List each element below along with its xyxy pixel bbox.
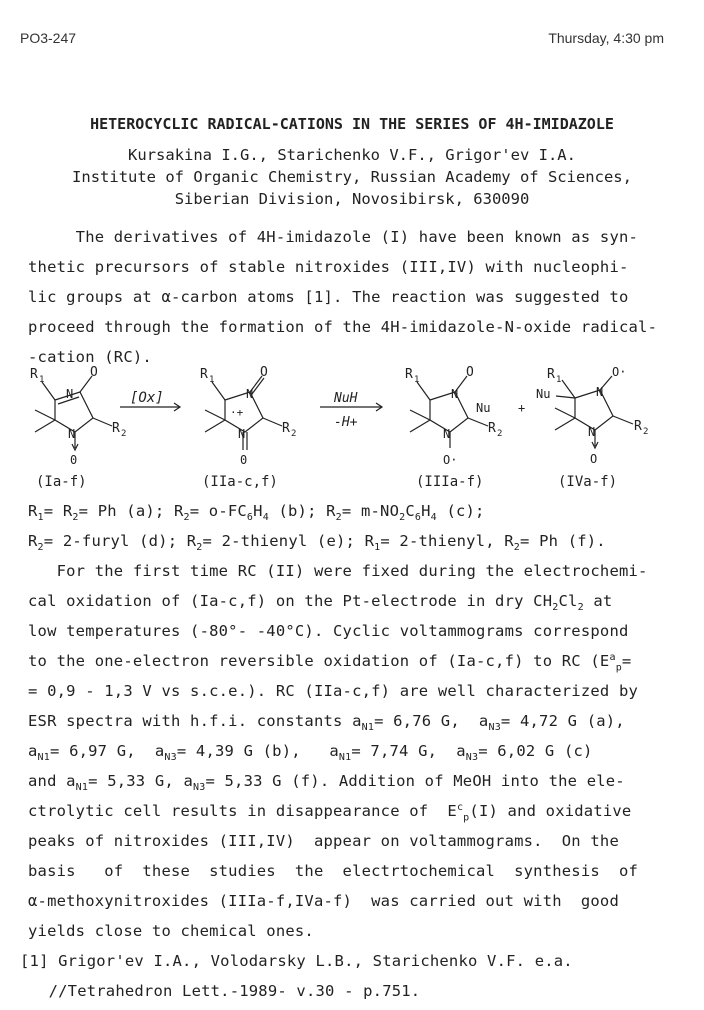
compound-label-iv: (IVa-f) [558, 474, 618, 490]
atom-r-label: R [547, 367, 555, 382]
text-run: (b); R [268, 502, 336, 520]
subscript: 4 [430, 512, 437, 524]
reagent-oxidant: [Ox] [130, 390, 164, 406]
reference-1: [1] Grigor'ev I.A., Volodarsky L.B., Starichenko V.F. e.a. [20, 952, 573, 970]
atom-n-label: N [238, 427, 246, 441]
subscript: 2 [399, 512, 406, 524]
page-code: PO3-247 [20, 30, 77, 46]
subscript: 2 [37, 542, 44, 554]
subscript: p [615, 662, 622, 674]
nucleophile-label: Nu [536, 387, 551, 401]
atom-r-label: R [405, 367, 413, 382]
atom-n-label: N [68, 427, 76, 441]
session-time: Thursday, 4:30 pm [548, 30, 664, 46]
text-run: R [28, 502, 38, 520]
atom-r-label: R [112, 421, 120, 436]
atom-o-label: 0 [240, 453, 248, 467]
subscript: N3 [488, 722, 501, 734]
atom-o-label: O [590, 452, 598, 466]
text-run: = 6,02 G (c) [478, 742, 593, 760]
atom-sub-label: 2 [643, 427, 649, 437]
subscript: 2 [72, 512, 79, 524]
body-line [28, 802, 631, 823]
body-line [28, 712, 625, 733]
authors: Kursakina I.G., Starichenko V.F., Grigor'ev I.A. [128, 146, 576, 164]
body-line [28, 832, 619, 850]
text-run: = 2-thienyl (e); R [202, 532, 375, 550]
body-line [28, 682, 638, 700]
text-run: H [253, 502, 263, 520]
nitroxide-radical-label: O· [612, 365, 627, 379]
body-line [28, 772, 625, 793]
subscript: 2 [552, 602, 559, 614]
subscript: N1 [37, 752, 50, 764]
text-run: and a [28, 772, 76, 790]
atom-sub-label: 1 [209, 375, 215, 385]
atom-r-label: R [488, 421, 496, 436]
text-run: R [28, 532, 38, 550]
text-run: = Ph (f). [520, 532, 606, 550]
text-run: = o-FC [189, 502, 247, 520]
atom-r-label: R [30, 367, 38, 382]
atom-r-label: R [200, 367, 208, 382]
body-line [28, 862, 638, 880]
compound-label-ii: (IIa-c,f) [202, 474, 278, 490]
subscript: N3 [164, 752, 177, 764]
atom-o-label: 0 [70, 453, 78, 467]
subscript: 1 [37, 512, 44, 524]
intro-line-2: thetic precursors of stable nitroxides (III,IV) with nucleophi- [28, 258, 629, 276]
text-run: = R [43, 502, 73, 520]
subscript: 2 [335, 512, 342, 524]
plus-sign: + [518, 401, 526, 415]
text-run: to the one-electron reversible oxidation of (Ia-c,f) to RC (E [28, 652, 610, 671]
atom-n-label: N [246, 387, 254, 401]
atom-r-label: R [282, 421, 290, 436]
subscript: 6 [414, 512, 422, 524]
radical-cation-charge: ·+ [230, 406, 244, 419]
text-run: H [421, 502, 431, 520]
body-line [28, 922, 314, 940]
reagent-deprotonation: -H+ [334, 415, 358, 430]
text-run: = 0,9 - 1,3 V vs s.c.e.). RC (IIa-c,f) are well characterized by [28, 682, 639, 700]
intro-line-4: proceed through the formation of the 4H-imidazole-N-oxide radical- [28, 318, 658, 336]
atom-o-label: O [90, 365, 98, 380]
atom-n-label: N [588, 425, 596, 439]
atom-o-label: O [260, 365, 268, 380]
text-run: yields close to chemical ones. [28, 922, 314, 940]
nitroxide-radical-label: O· [443, 453, 458, 467]
text-run: α-methoxynitroxides (IIIa-f,IVa-f) was carried out with good [28, 892, 619, 910]
text-run: = 4,72 G (a), [500, 712, 625, 730]
affiliation-line-2: Siberian Division, Novosibirsk, 630090 [174, 190, 530, 208]
text-run: cal oxidation of (Ia-c,f) on the Pt-electrode in dry CH [28, 592, 553, 610]
intro-line-3: lic groups at α-carbon atoms [1]. The reaction was suggested to [28, 288, 629, 306]
subscript: N1 [338, 752, 352, 764]
text-run: (I) and oxidative [469, 802, 632, 821]
body-line [28, 562, 648, 580]
text-run: at [583, 592, 613, 610]
substituents-line-2 [28, 532, 606, 553]
atom-r-label: R [634, 419, 642, 434]
intro-line-1: The derivatives of 4H-imidazole (I) have been known as syn- [28, 228, 639, 246]
subscript: N1 [361, 722, 375, 734]
body-line [28, 652, 631, 673]
subscript: 2 [513, 542, 521, 554]
text-run: = 2-thienyl, R [380, 532, 514, 550]
subscript: N3 [465, 752, 479, 764]
affiliation-line-1: Institute of Organic Chemistry, Russian Academy of Sciences, [72, 168, 632, 186]
atom-sub-label: 1 [39, 375, 45, 385]
text-run: = 2-furyl (d); R [43, 532, 197, 550]
compound-label-iii: (IIIa-f) [416, 474, 484, 490]
text-run: ESR spectra with h.f.i. constants a [28, 712, 362, 730]
atom-n-label: N [66, 387, 74, 401]
atom-sub-label: 2 [121, 429, 127, 439]
text-run: (c); [436, 502, 485, 520]
body-line [28, 622, 629, 640]
atom-sub-label: 1 [414, 375, 420, 385]
atom-sub-label: 2 [291, 429, 297, 439]
reagent-nucleophile: NuH [334, 391, 358, 406]
body-line [28, 742, 593, 763]
text-run: = Ph (a); R [78, 502, 184, 520]
text-run: C [405, 502, 415, 520]
text-run: = m-NO [341, 502, 400, 520]
subscript: 2 [183, 512, 190, 524]
text-run: basis of these studies the electrtochemical synthesis of [28, 862, 639, 880]
subscript: p [463, 812, 470, 824]
superscript: c [456, 802, 464, 813]
text-run: = 5,33 G, a [88, 772, 193, 790]
text-run: = [621, 652, 632, 671]
text-run: = 7,74 G, a [351, 742, 466, 760]
text-run: = 6,76 G, a [374, 712, 489, 730]
nucleophile-label: Nu [476, 401, 491, 415]
atom-n-label: N [596, 385, 604, 399]
atom-o-label: O [466, 365, 474, 380]
intro-line-5: -cation (RC). [28, 348, 152, 366]
subscript: 1 [374, 542, 381, 554]
text-run: For the first time RC (II) were fixed during the electrochemi- [28, 562, 648, 580]
subscript: N1 [75, 782, 89, 794]
subscript: 2 [577, 602, 584, 614]
atom-sub-label: 2 [497, 429, 503, 439]
subscript: 4 [262, 512, 269, 524]
text-run: a [28, 742, 38, 760]
reference-1-continued: //Tetrahedron Lett.-1989- v.30 - p.751. [20, 982, 421, 1000]
text-run: low temperatures (-80°- -40°C). Cyclic voltammograms correspond [28, 622, 629, 640]
atom-n-label: N [451, 387, 459, 401]
compound-label-i: (Ia-f) [36, 474, 87, 490]
body-line [28, 892, 619, 910]
subscript: 2 [196, 542, 203, 554]
text-run: = 6,97 G, a [50, 742, 165, 760]
atom-n-label: N [443, 427, 451, 441]
body-line [28, 592, 612, 613]
atom-sub-label: 1 [556, 375, 562, 385]
subscript: 6 [246, 512, 254, 524]
text-run: = 5,33 G (f). Addition of MeOH into the ele- [205, 772, 625, 790]
subscript: N3 [192, 782, 206, 794]
text-run: = 4,39 G (b), a [176, 742, 339, 760]
text-run: peaks of nitroxides (III,IV) appear on voltammograms. On the [28, 832, 619, 850]
substituents-line-1 [28, 502, 485, 523]
superscript: a [609, 652, 616, 663]
reaction-scheme [0, 360, 704, 495]
text-run: ctrolytic cell results in disappearance of E [28, 802, 457, 821]
text-run: Cl [558, 592, 578, 610]
paper-title: HETEROCYCLIC RADICAL-CATIONS IN THE SERIES OF 4H-IMIDAZOLE [90, 115, 614, 133]
